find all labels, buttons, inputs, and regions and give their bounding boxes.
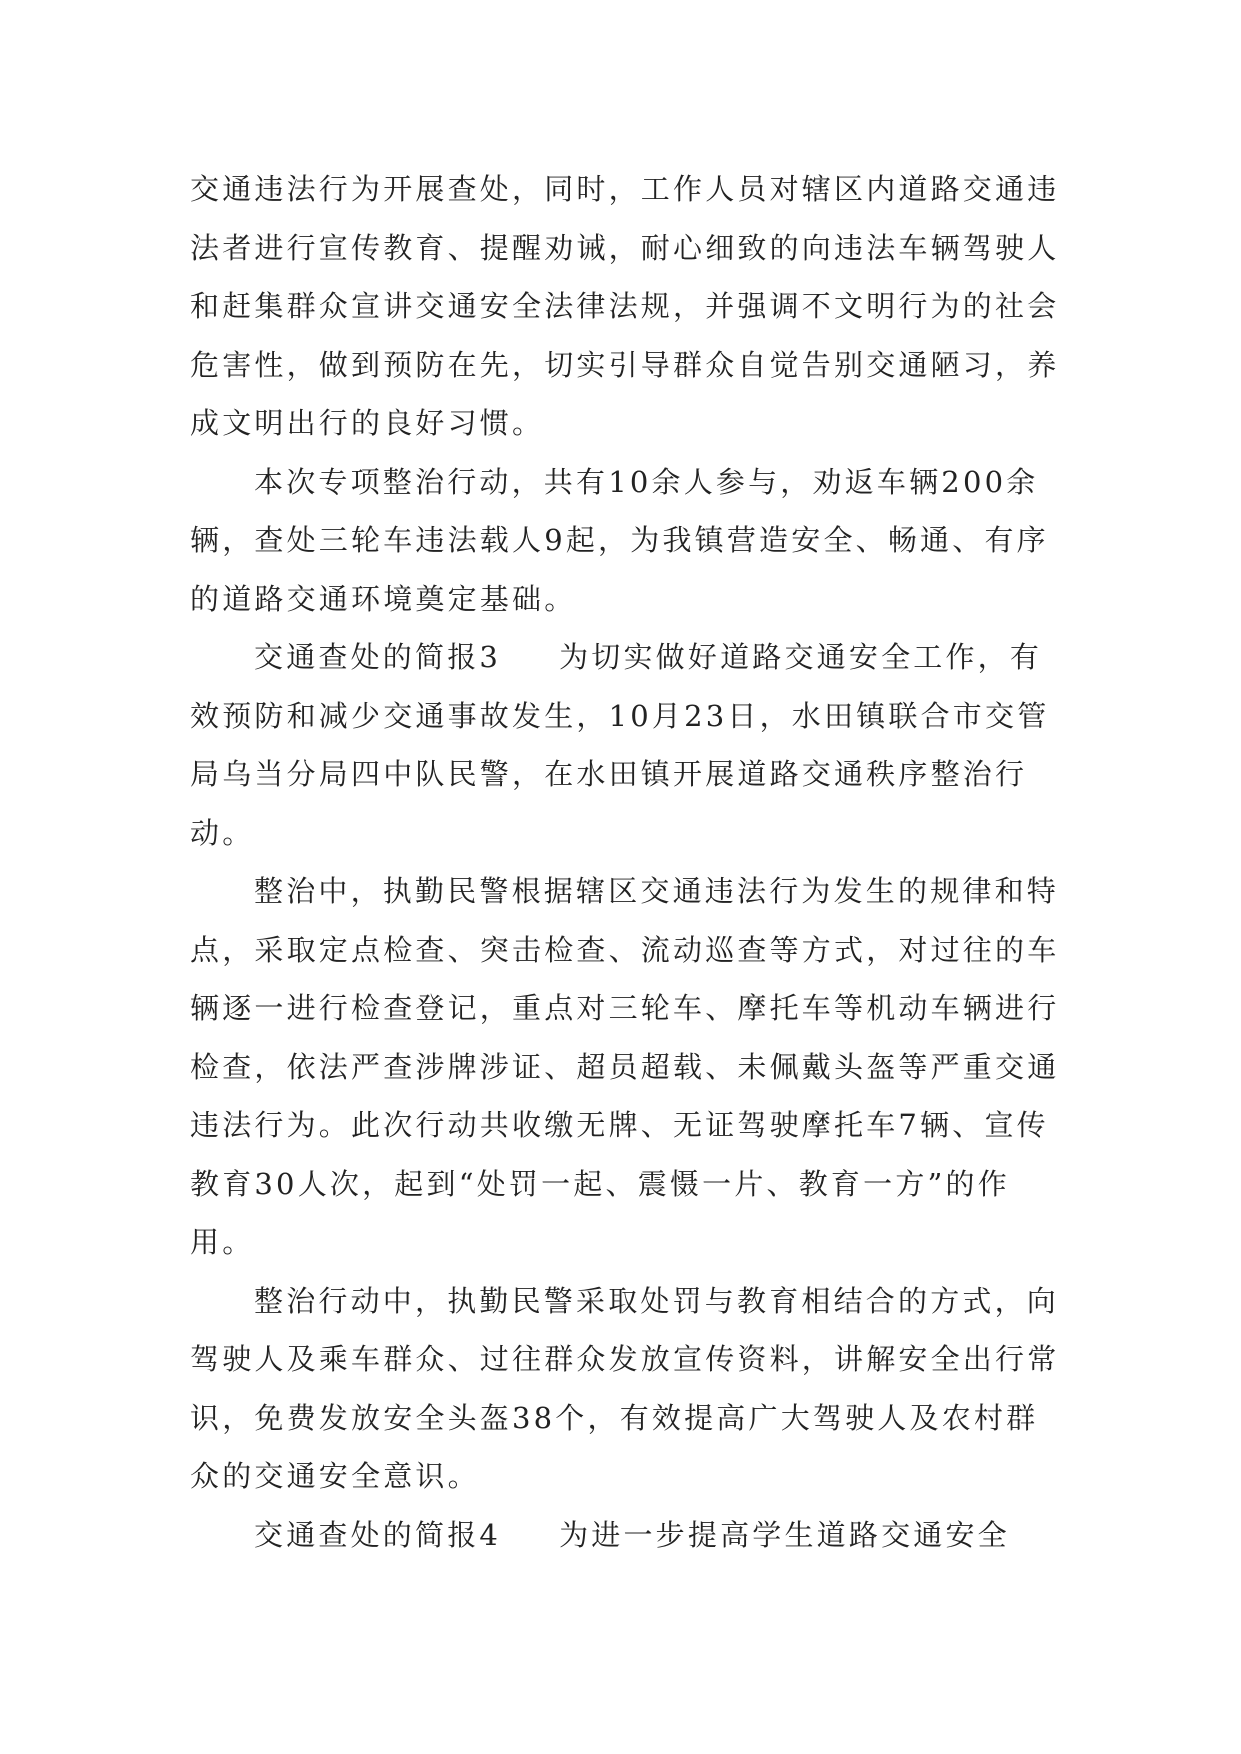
- paragraph-text: 为进一步提高学生道路交通安全: [559, 1517, 1010, 1552]
- briefing-heading: 交通查处的简报4: [254, 1517, 502, 1552]
- paragraph-education: [190, 1272, 1060, 1506]
- paragraph-briefing-4: [190, 1506, 1060, 1565]
- briefing-heading: 交通查处的简报3: [254, 640, 502, 674]
- paragraph-summary: [190, 453, 1060, 629]
- paragraph-text: 交通违法行为开展查处，同时，工作人员对辖区内道路交通违法者进行宣传教育、提醒劝诫，耐心细致的向违法车辆驾驶人和赶集群众宣讲交通安全法律法规，并强调不文明行为的社会危害性，做到预防在先，切实引导群众自觉告别交通陋习，养成文明出行的良好习惯。: [190, 172, 1060, 440]
- paragraph-text: 整治中，执勤民警根据辖区交通违法行为发生的规律和特点，采取定点检查、突击检查、流动巡查等方式，对过往的车辆逐一进行检查登记，重点对三轮车、摩托车等机动车辆进行检查，依法严查涉牌涉证、超员超载、未佩戴头盔等严重交通违法行为。此次行动共收缴无牌、无证驾驶摩托车7辆、宣传教育30人次，起到“处罚一起、震慑一片、教育一方”的作用。: [190, 874, 1060, 1259]
- paragraph-enforcement: [190, 862, 1060, 1272]
- paragraph-text: 整治行动中，执勤民警采取处罚与教育相结合的方式，向驾驶人及乘车群众、过往群众发放宣传资料，讲解安全出行常识，免费发放安全头盔38个，有效提高广大驾驶人及农村群众的交通安全意识。: [190, 1283, 1060, 1493]
- paragraph-continuation: [190, 160, 1060, 453]
- document-body: [190, 160, 1060, 1564]
- paragraph-briefing-3: [190, 628, 1060, 862]
- paragraph-text: 为切实做好道路交通安全工作，有效预防和减少交通事故发生，10月23日，水田镇联合市交管局乌当分局四中队民警，在水田镇开展道路交通秩序整治行动。: [190, 640, 1050, 850]
- paragraph-text: 本次专项整治行动，共有10余人参与，劝返车辆200余辆，查处三轮车违法载人9起，为我镇营造安全、畅通、有序的道路交通环境奠定基础。: [190, 464, 1049, 616]
